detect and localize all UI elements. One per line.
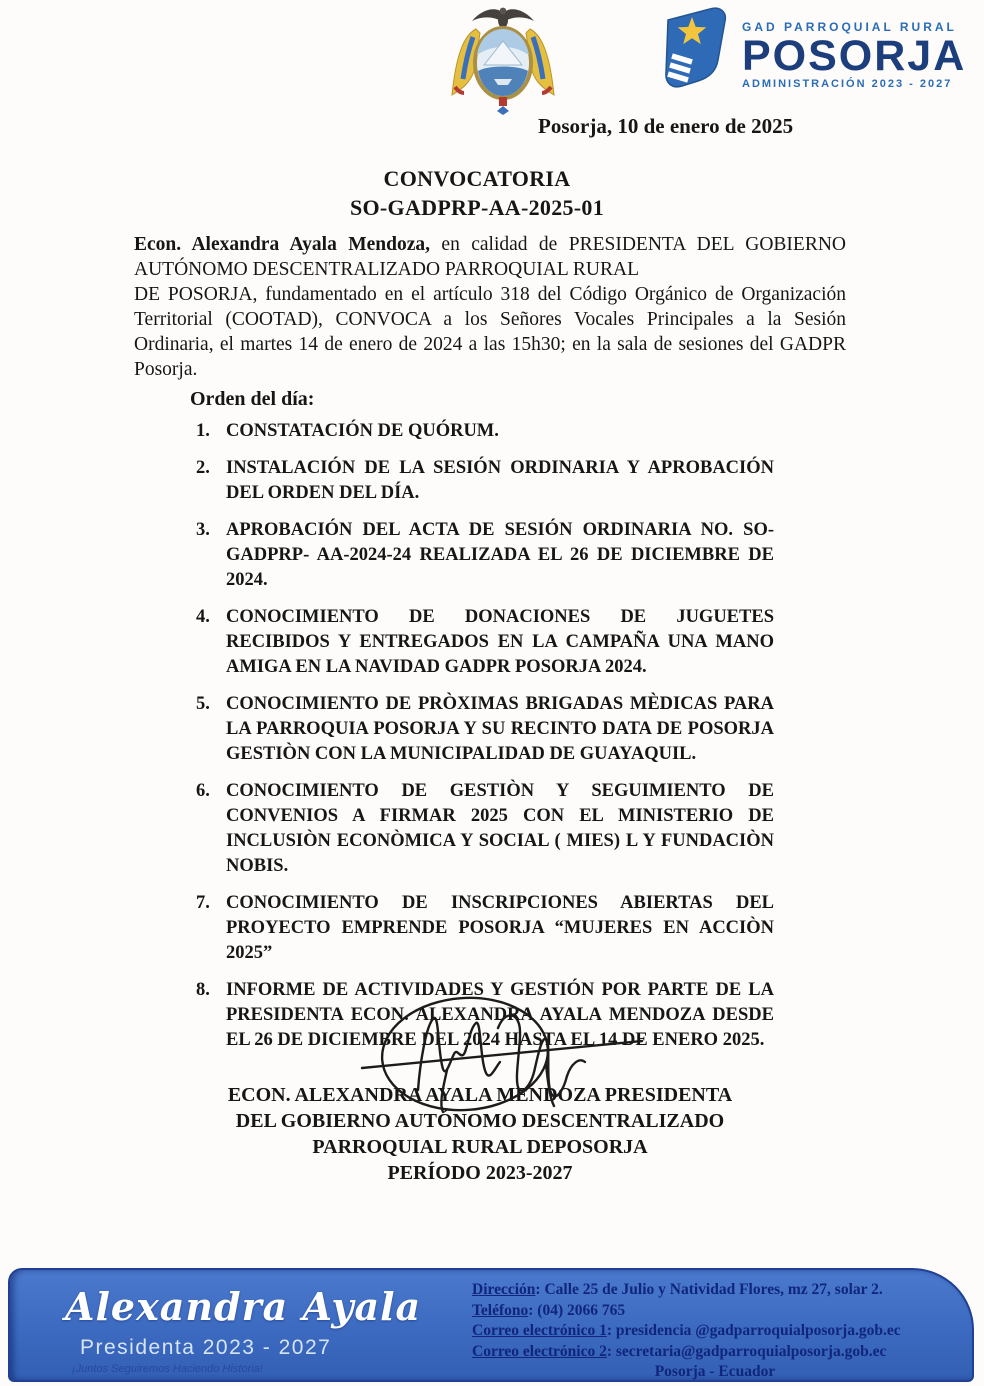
contact-address-value: : Calle 25 de Julio y Natividad Flores, mz 27, solar 2. bbox=[535, 1281, 883, 1298]
agenda-item bbox=[196, 605, 774, 680]
date-line: Posorja, 10 de enero de 2025 bbox=[538, 114, 794, 138]
ecuador-coat-of-arms-icon bbox=[424, 2, 582, 116]
agenda-item-text: CONOCIMIENTO DE DONACIONES DE JUGUETES RECIBIDOS Y ENTREGADOS EN LA CAMPAÑA UNA MANO AMIGA EN LA NAVIDAD GADPR POSORJA 2024. bbox=[226, 607, 774, 677]
reference-number: SO-GADPRP-AA-2025-01 bbox=[349, 195, 605, 220]
agenda-item bbox=[196, 456, 774, 506]
intro-paragraph bbox=[134, 232, 846, 282]
footer-band bbox=[8, 1268, 974, 1382]
footer-tagline: ¡Juntos Seguiremos Haciendo Historia! bbox=[72, 1363, 263, 1375]
logo-org-type: GAD PARROQUIAL RURAL bbox=[742, 20, 957, 34]
agenda-item bbox=[196, 419, 774, 444]
contact-phone-label: Teléfono bbox=[472, 1301, 529, 1319]
agenda-item-number: 1. bbox=[196, 421, 210, 441]
body-text bbox=[134, 232, 846, 412]
contact-phone-value: : (04) 2066 765 bbox=[528, 1301, 626, 1319]
document-title: CONVOCATORIA bbox=[383, 166, 571, 191]
footer-script-name: Alexandra Ayala bbox=[65, 1284, 422, 1329]
agenda-label: Orden del día: bbox=[190, 388, 315, 410]
intro-rest: en calidad de PRESIDENTA DEL GOBIERNO AUTÓNOMO DESCENTRALIZADO PARROQUIAL RURAL bbox=[134, 234, 846, 280]
contact-email-2 bbox=[472, 1342, 958, 1363]
footer-contact-block bbox=[472, 1280, 958, 1383]
agenda-list bbox=[196, 419, 774, 1065]
agenda-item-number: 8. bbox=[196, 980, 210, 1000]
contact-address-label: Dirección bbox=[472, 1281, 536, 1298]
signature-line: PARROQUIAL RURAL DEPOSORJA bbox=[312, 1136, 648, 1158]
contact-email-1 bbox=[472, 1321, 958, 1342]
agenda-item-text: CONSTATACIÓN DE QUÓRUM. bbox=[226, 421, 499, 441]
agenda-item bbox=[196, 692, 774, 767]
logo-text-block bbox=[742, 6, 966, 90]
signature-line: DEL GOBIERNO AUTÓNOMO DESCENTRALIZADO bbox=[235, 1110, 725, 1132]
agenda-item bbox=[196, 518, 774, 593]
sender-name: Econ. Alexandra Ayala Mendoza, bbox=[134, 234, 431, 255]
posorja-logo bbox=[652, 6, 972, 98]
agenda-item bbox=[196, 779, 774, 879]
contact-email-1-value: : presidencia @gadparroquialposorja.gob.ec bbox=[606, 1322, 901, 1339]
contact-email-2-label: Correo electrónico 2 bbox=[472, 1342, 607, 1360]
contact-phone bbox=[472, 1301, 958, 1322]
handwritten-signature-icon bbox=[350, 994, 655, 1118]
footer-presidenta-title: Presidenta 2023 - 2027 bbox=[80, 1336, 332, 1359]
signature-line: PERÍODO 2023-2027 bbox=[387, 1162, 573, 1184]
agenda-item-text: INFORME DE ACTIVIDADES Y GESTIÓN POR PARTE DE LA PRESIDENTA ECON. ALEXANDRA AYALA MENDOZA DESDE EL 26 DE DICIEMBRE DEL 2024 HASTA EL 14 DE ENERO 2025. bbox=[226, 980, 774, 1050]
logo-org-name: POSORJA bbox=[742, 32, 967, 80]
main-paragraph: DE POSORJA, fundamentado en el artículo 318 del Código Orgánico de Organización Territorial (COOTAD), CONVOCA a los Señores Vocales Principales a la Sesión Ordinaria, el martes 14 de enero de 2024 a las 15h30; en la sala de sesiones del GADPR Posorja. bbox=[134, 284, 846, 380]
agenda-item-number: 6. bbox=[196, 781, 210, 801]
signature-line: ECON. ALEXANDRA AYALA MENDOZA PRESIDENTA bbox=[227, 1084, 733, 1106]
contact-location: Posorja - Ecuador bbox=[654, 1363, 776, 1380]
contact-address bbox=[472, 1280, 958, 1301]
agenda-item-number: 4. bbox=[196, 607, 210, 627]
logo-administration: ADMINISTRACIÓN 2023 - 2027 bbox=[742, 78, 953, 90]
posorja-shield-icon bbox=[652, 6, 736, 98]
agenda-item-number: 5. bbox=[196, 694, 210, 714]
agenda-item-number: 7. bbox=[196, 893, 210, 913]
agenda-item-number: 2. bbox=[196, 458, 210, 478]
agenda-item-number: 3. bbox=[196, 520, 210, 540]
agenda-item-text: INSTALACIÓN DE LA SESIÓN ORDINARIA Y APROBACIÓN DEL ORDEN DEL DÍA. bbox=[226, 458, 774, 503]
agenda-item-text: CONOCIMIENTO DE GESTIÒN Y SEGUIMIENTO DE CONVENIOS A FIRMAR 2025 CON EL MINISTERIO DE INCLUSIÒN ECONÒMICA Y SOCIAL ( MIES) L Y FUNDACIÒN NOBIS. bbox=[226, 781, 774, 876]
contact-email-1-label: Correo electrónico 1 bbox=[472, 1322, 607, 1339]
contact-email-2-value: : secretaria@gadparroquialposorja.gob.ec bbox=[606, 1342, 887, 1360]
document-title-block bbox=[0, 164, 954, 222]
agenda-item-text: CONOCIMIENTO DE PRÒXIMAS BRIGADAS MÈDICAS PARA LA PARROQUIA POSORJA Y SU RECINTO DATA DE POSORJA GESTIÒN CON LA MUNICIPALIDAD DE GUAYAQUIL. bbox=[226, 694, 774, 764]
agenda-item-text: CONOCIMIENTO DE INSCRIPCIONES ABIERTAS DEL PROYECTO EMPRENDE POSORJA “MUJERES EN ACCIÒN 2025” bbox=[226, 893, 774, 963]
agenda-item-text: APROBACIÓN DEL ACTA DE SESIÓN ORDINARIA NO. SO-GADPRP- AA-2024-24 REALIZADA EL 26 DE DICIEMBRE DE 2024. bbox=[226, 520, 774, 590]
agenda-item bbox=[196, 891, 774, 966]
